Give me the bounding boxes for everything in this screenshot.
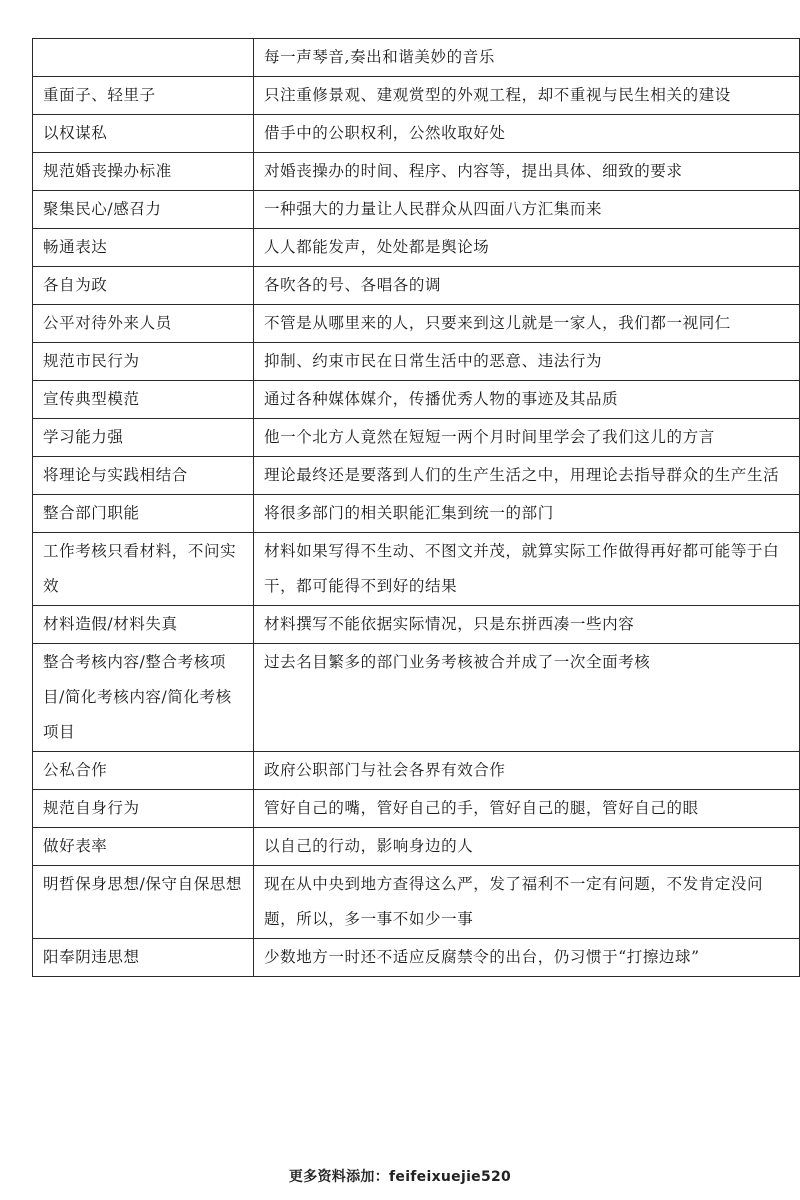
description-cell: 只注重修景观、建观赏型的外观工程，却不重视与民生相关的建设 bbox=[254, 77, 800, 115]
table-row bbox=[33, 644, 800, 752]
table-row bbox=[33, 495, 800, 533]
table-row bbox=[33, 866, 800, 939]
table-row bbox=[33, 419, 800, 457]
term-cell: 以权谋私 bbox=[33, 115, 254, 153]
term-cell: 明哲保身思想/保守自保思想 bbox=[33, 866, 254, 939]
description-cell: 通过各种媒体媒介，传播优秀人物的事迹及其品质 bbox=[254, 381, 800, 419]
description-cell: 每一声琴音,奏出和谐美妙的音乐 bbox=[254, 39, 800, 77]
table-row bbox=[33, 752, 800, 790]
description-cell: 材料撰写不能依据实际情况，只是东拼西凑一些内容 bbox=[254, 606, 800, 644]
description-cell: 他一个北方人竟然在短短一两个月时间里学会了我们这儿的方言 bbox=[254, 419, 800, 457]
description-cell: 一种强大的力量让人民群众从四面八方汇集而来 bbox=[254, 191, 800, 229]
term-cell: 畅通表达 bbox=[33, 229, 254, 267]
term-cell: 规范自身行为 bbox=[33, 790, 254, 828]
description-cell: 将很多部门的相关职能汇集到统一的部门 bbox=[254, 495, 800, 533]
table-row bbox=[33, 115, 800, 153]
term-cell: 工作考核只看材料，不问实效 bbox=[33, 533, 254, 606]
description-cell: 各吹各的号、各唱各的调 bbox=[254, 267, 800, 305]
term-cell bbox=[33, 39, 254, 77]
description-cell: 人人都能发声，处处都是舆论场 bbox=[254, 229, 800, 267]
table-row bbox=[33, 305, 800, 343]
footer-note: 更多资料添加：feifeixuejie520 bbox=[288, 1169, 512, 1185]
description-cell: 理论最终还是要落到人们的生产生活之中，用理论去指导群众的生产生活 bbox=[254, 457, 800, 495]
description-cell: 少数地方一时还不适应反腐禁令的出台，仍习惯于“打擦边球” bbox=[254, 939, 800, 977]
table-row bbox=[33, 606, 800, 644]
term-cell: 各自为政 bbox=[33, 267, 254, 305]
table-row bbox=[33, 381, 800, 419]
table-row bbox=[33, 39, 800, 77]
table-row bbox=[33, 939, 800, 977]
term-cell: 阳奉阴违思想 bbox=[33, 939, 254, 977]
description-cell: 借手中的公职权利，公然收取好处 bbox=[254, 115, 800, 153]
term-cell: 做好表率 bbox=[33, 828, 254, 866]
term-cell: 规范市民行为 bbox=[33, 343, 254, 381]
term-cell: 整合考核内容/整合考核项目/简化考核内容/简化考核项目 bbox=[33, 644, 254, 752]
term-table bbox=[32, 38, 800, 977]
table-row bbox=[33, 153, 800, 191]
term-cell: 公平对待外来人员 bbox=[33, 305, 254, 343]
table-row bbox=[33, 533, 800, 606]
table-row bbox=[33, 828, 800, 866]
description-cell: 以自己的行动，影响身边的人 bbox=[254, 828, 800, 866]
description-cell: 现在从中央到地方查得这么严，发了福利不一定有问题，不发肯定没问题，所以，多一事不如少一事 bbox=[254, 866, 800, 939]
term-cell: 宣传典型模范 bbox=[33, 381, 254, 419]
term-cell: 聚集民心/感召力 bbox=[33, 191, 254, 229]
table-row bbox=[33, 457, 800, 495]
description-cell: 材料如果写得不生动、不图文并茂，就算实际工作做得再好都可能等于白干，都可能得不到好的结果 bbox=[254, 533, 800, 606]
description-cell: 抑制、约束市民在日常生活中的恶意、违法行为 bbox=[254, 343, 800, 381]
table-row bbox=[33, 191, 800, 229]
description-cell: 对婚丧操办的时间、程序、内容等，提出具体、细致的要求 bbox=[254, 153, 800, 191]
term-cell: 将理论与实践相结合 bbox=[33, 457, 254, 495]
term-cell: 规范婚丧操办标准 bbox=[33, 153, 254, 191]
document-sheet bbox=[32, 38, 779, 977]
table-row bbox=[33, 77, 800, 115]
term-cell: 公私合作 bbox=[33, 752, 254, 790]
term-cell: 材料造假/材料失真 bbox=[33, 606, 254, 644]
table-row bbox=[33, 343, 800, 381]
term-cell: 学习能力强 bbox=[33, 419, 254, 457]
table-body bbox=[33, 39, 800, 977]
table-row bbox=[33, 267, 800, 305]
description-cell: 过去名目繁多的部门业务考核被合并成了一次全面考核 bbox=[254, 644, 800, 752]
table-row bbox=[33, 229, 800, 267]
table-row bbox=[33, 790, 800, 828]
term-cell: 整合部门职能 bbox=[33, 495, 254, 533]
description-cell: 管好自己的嘴，管好自己的手，管好自己的腿，管好自己的眼 bbox=[254, 790, 800, 828]
description-cell: 不管是从哪里来的人，只要来到这儿就是一家人，我们都一视同仁 bbox=[254, 305, 800, 343]
term-cell: 重面子、轻里子 bbox=[33, 77, 254, 115]
description-cell: 政府公职部门与社会各界有效合作 bbox=[254, 752, 800, 790]
